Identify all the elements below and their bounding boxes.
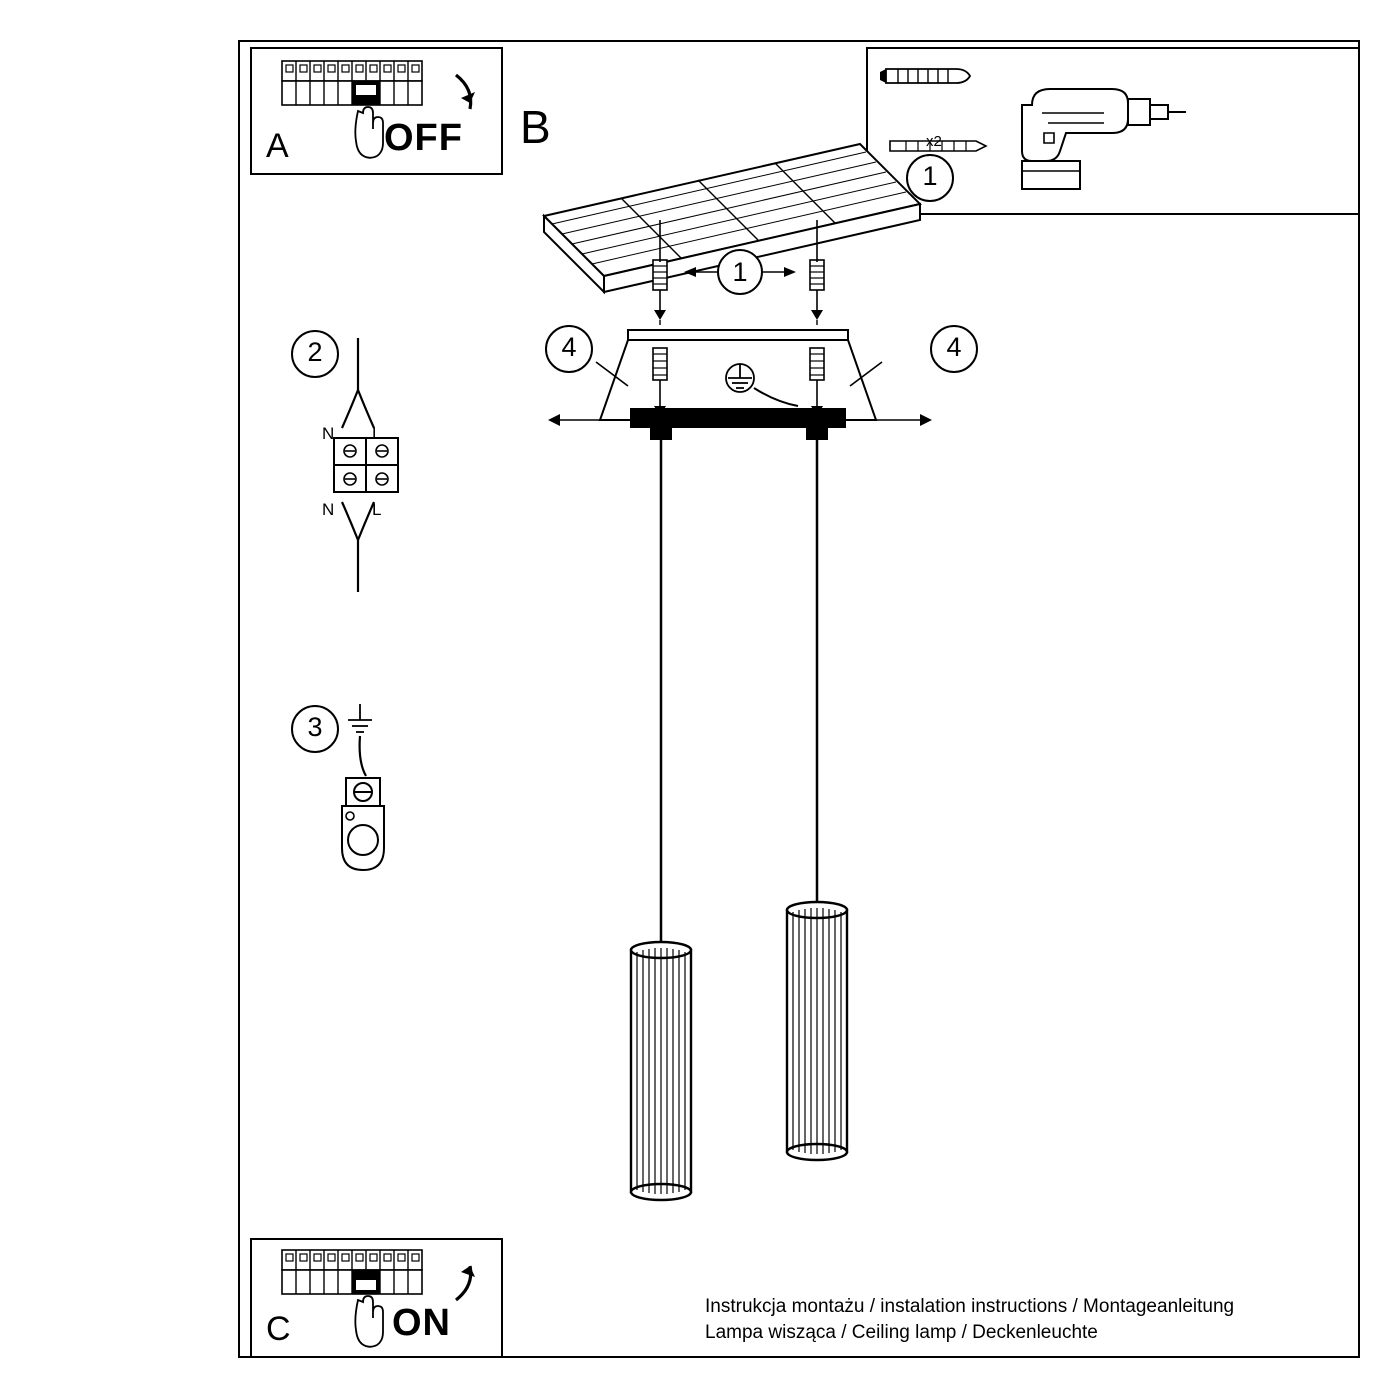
callout-4-left: 4 <box>545 325 593 373</box>
terminal-label-n-bottom: N <box>322 500 335 519</box>
pendant-lamp-icon <box>631 942 691 1200</box>
earth-ground-icon <box>726 364 754 392</box>
svg-text:1: 1 <box>732 257 748 287</box>
terminal-label-l-bottom: L <box>372 500 382 519</box>
step-c-letter: C <box>266 1310 291 1348</box>
footer-line-2: Lampa wisząca / Ceiling lamp / Deckenleuchte <box>705 1322 1098 1343</box>
fuse-box-switch-on-icon <box>270 1242 500 1358</box>
step-c-box <box>250 1238 503 1358</box>
ground-clamp-icon <box>326 698 436 898</box>
callout-2: 2 <box>291 330 339 378</box>
step-a-box <box>250 47 503 175</box>
step-b-letter: B <box>520 101 551 153</box>
ceiling-mount-assembly-icon <box>500 120 1140 1260</box>
terminal-block-icon <box>320 330 440 600</box>
terminal-label-n-top: N <box>322 424 335 443</box>
callout-4-right: 4 <box>930 325 978 373</box>
callout-1-parts: 1 <box>906 154 954 202</box>
terminal-label-l-top: L <box>372 424 382 443</box>
step-c-action-label: ON <box>392 1302 451 1344</box>
footer-line-1: Instrukcja montażu / instalation instructions / Montageanleitung <box>705 1296 1235 1317</box>
step-a-action-label: OFF <box>384 117 463 159</box>
step-a-letter: A <box>266 127 289 165</box>
parts-quantity-label: x2 <box>926 133 942 150</box>
callout-3: 3 <box>291 705 339 753</box>
